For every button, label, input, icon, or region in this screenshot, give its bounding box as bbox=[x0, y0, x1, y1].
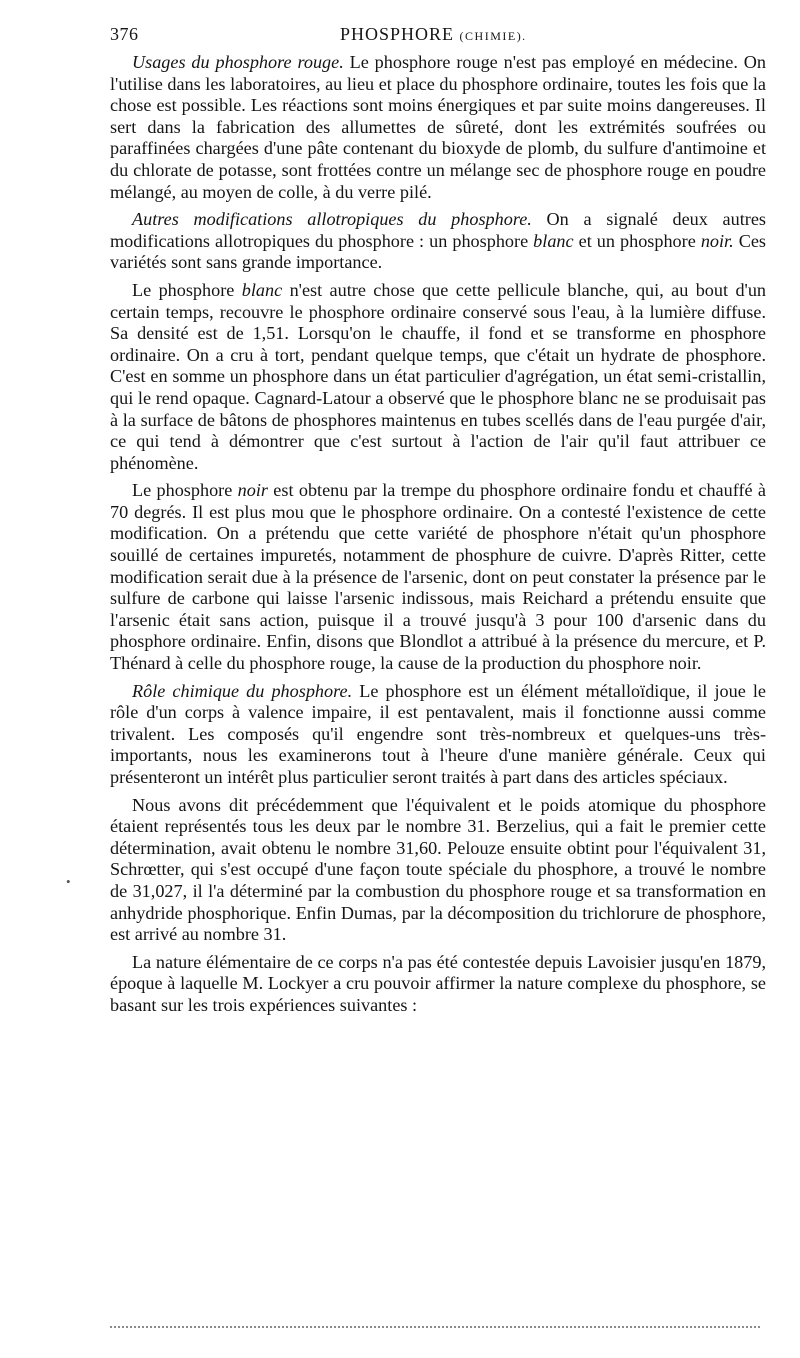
page-number: 376 bbox=[110, 24, 139, 44]
text-run: Ces variétés sont sans grande importance. bbox=[110, 230, 766, 273]
italic-text: Rôle chimique du phosphore. bbox=[132, 680, 353, 701]
running-head bbox=[340, 24, 527, 45]
text-run: On a signalé deux autres modifications allotropiques du phosphore : un phosphore bbox=[110, 209, 766, 251]
text-run: n'est autre chose que cette pellicule blanche, qui, au bout d'un certain temps, recouvre le phosphore ordinaire conservé sous l'eau, à la lumière diffuse. Sa densité est de 1,51. Lorsqu'on le chauffe, il fond et se transforme en phosphore ordinaire. On a cru à tort, pendant quelque temps, que c'était un hydrate de phosphore. C'est en somme un phosphore dans un état particulier d'agrégation, un état semi-cristallin, qui le rend opaque. Cagnard-Latour a observé que le phosphore blanc ne se produisait pas à la surface de bâtons de phosphores maintenus en tubes scellés dans de l'eau purgée d'air, ce qui tend à démontrer que c'est surtout à l'action de l'air qu'il faut attribuer ce phénomène. bbox=[110, 279, 766, 473]
italic-text: Autres modifications allotropiques du phosphore. bbox=[132, 209, 532, 230]
paragraph bbox=[110, 952, 766, 1017]
text-run: Nous avons dit précédemment que l'équivalent et le poids atomique du phosphore étaient représentés tous les deux par le nombre 31. Berzelius, qui a fait le premier cette détermination, avait obtenu le nombre 31,60. Pelouze ensuite obtint pour l'équivalent 31, Schrœtter, qui s'est occupé d'une façon toute spéciale du phosphore, a trouvé le nombre de 31,027, il l'a déterminé par la combustion du phosphore rouge et sa transformation en anhydride phosphorique. Enfin Dumas, par la décomposition du trichlorure de phosphore, est arrivé au nombre 31. bbox=[110, 794, 766, 945]
running-head-title: PHOSPHORE bbox=[340, 24, 455, 44]
text-run: et un phosphore bbox=[573, 230, 701, 251]
running-head-subtitle: (CHIMIE). bbox=[459, 29, 527, 43]
paragraph bbox=[110, 480, 766, 674]
italic-text: blanc bbox=[241, 279, 283, 300]
footer-rule bbox=[110, 1326, 760, 1328]
paragraph bbox=[110, 280, 766, 474]
text-run: Le phosphore bbox=[132, 480, 238, 501]
text-run: Le phosphore bbox=[132, 279, 242, 300]
italic-text: noir bbox=[237, 480, 268, 501]
text-run: La nature élémentaire de ce corps n'a pas été contestée depuis Lavoisier jusqu'en 1879, époque à laquelle M. Lockyer a cru pouvoir affirmer la nature complexe du phosphore, se basant sur les trois expériences suivantes : bbox=[110, 951, 766, 1015]
margin-mark: • bbox=[66, 874, 71, 889]
paragraph bbox=[110, 52, 766, 203]
italic-text: noir. bbox=[700, 230, 734, 251]
page-header bbox=[110, 18, 766, 48]
text-run: est obtenu par la trempe du phosphore ordinaire fondu et chauffé à 70 degrés. Il est plus mou que le phosphore ordinaire. On a contesté l'existence de cette modification. On a prétendu que cette variété de phosphore n'était qu'un phosphore souillé de certaines impuretés, notamment de phosphure de cuivre. D'après Ritter, cette modification serait due à la présence de l'arsenic, dont on peut constater la présence par le sulfure de carbone qui laisse l'arsenic indissous, mais Reichard a prétendu ensuite que l'arsenic était sans action, puisque il a trouvé jusqu'à 3 pour 100 d'arsenic dans du phosphore ordinaire. Enfin, disons que Blondlot a attribué à la présence du mercure, et P. Thénard à celle du phosphore rouge, la cause de la production du phosphore noir. bbox=[110, 480, 766, 674]
text-run: Le phosphore rouge n'est pas employé en médecine. On l'utilise dans les laboratoires, au lieu et place du phosphore ordinaire, toutes les fois que la chose est possible. Les réactions sont moins énergiques et par suite moins dangereuses. Il sert dans la fabrication des allumettes de sûreté, dont les extrémités soufrées ou paraffinées chargées d'une pâte contenant du bioxyde de plomb, du sulfure d'antimoine et du chlorate de potasse, sont frottées contre un mélange sec de phosphore rouge en poudre mélangé, au moyen de colle, à du verre pilé. bbox=[110, 52, 766, 202]
paragraph bbox=[110, 795, 766, 946]
italic-text: Usages du phosphore rouge. bbox=[132, 52, 344, 72]
paragraph bbox=[110, 681, 766, 789]
paragraph bbox=[110, 209, 766, 274]
text-run: Le phosphore est un élément métalloïdique, il joue le rôle d'un corps à valence impaire, il est pentavalent, mais il fonctionne aussi comme trivalent. Les composés qu'il engendre sont très-nombreux et quelques-uns très-importants, nous les examinerons tout à l'heure d'une manière générale. Ceux qui présenteront un intérêt plus particulier seront traités à part dans des articles spéciaux. bbox=[110, 680, 766, 787]
body-text bbox=[110, 52, 766, 1017]
italic-text: blanc bbox=[533, 230, 574, 251]
